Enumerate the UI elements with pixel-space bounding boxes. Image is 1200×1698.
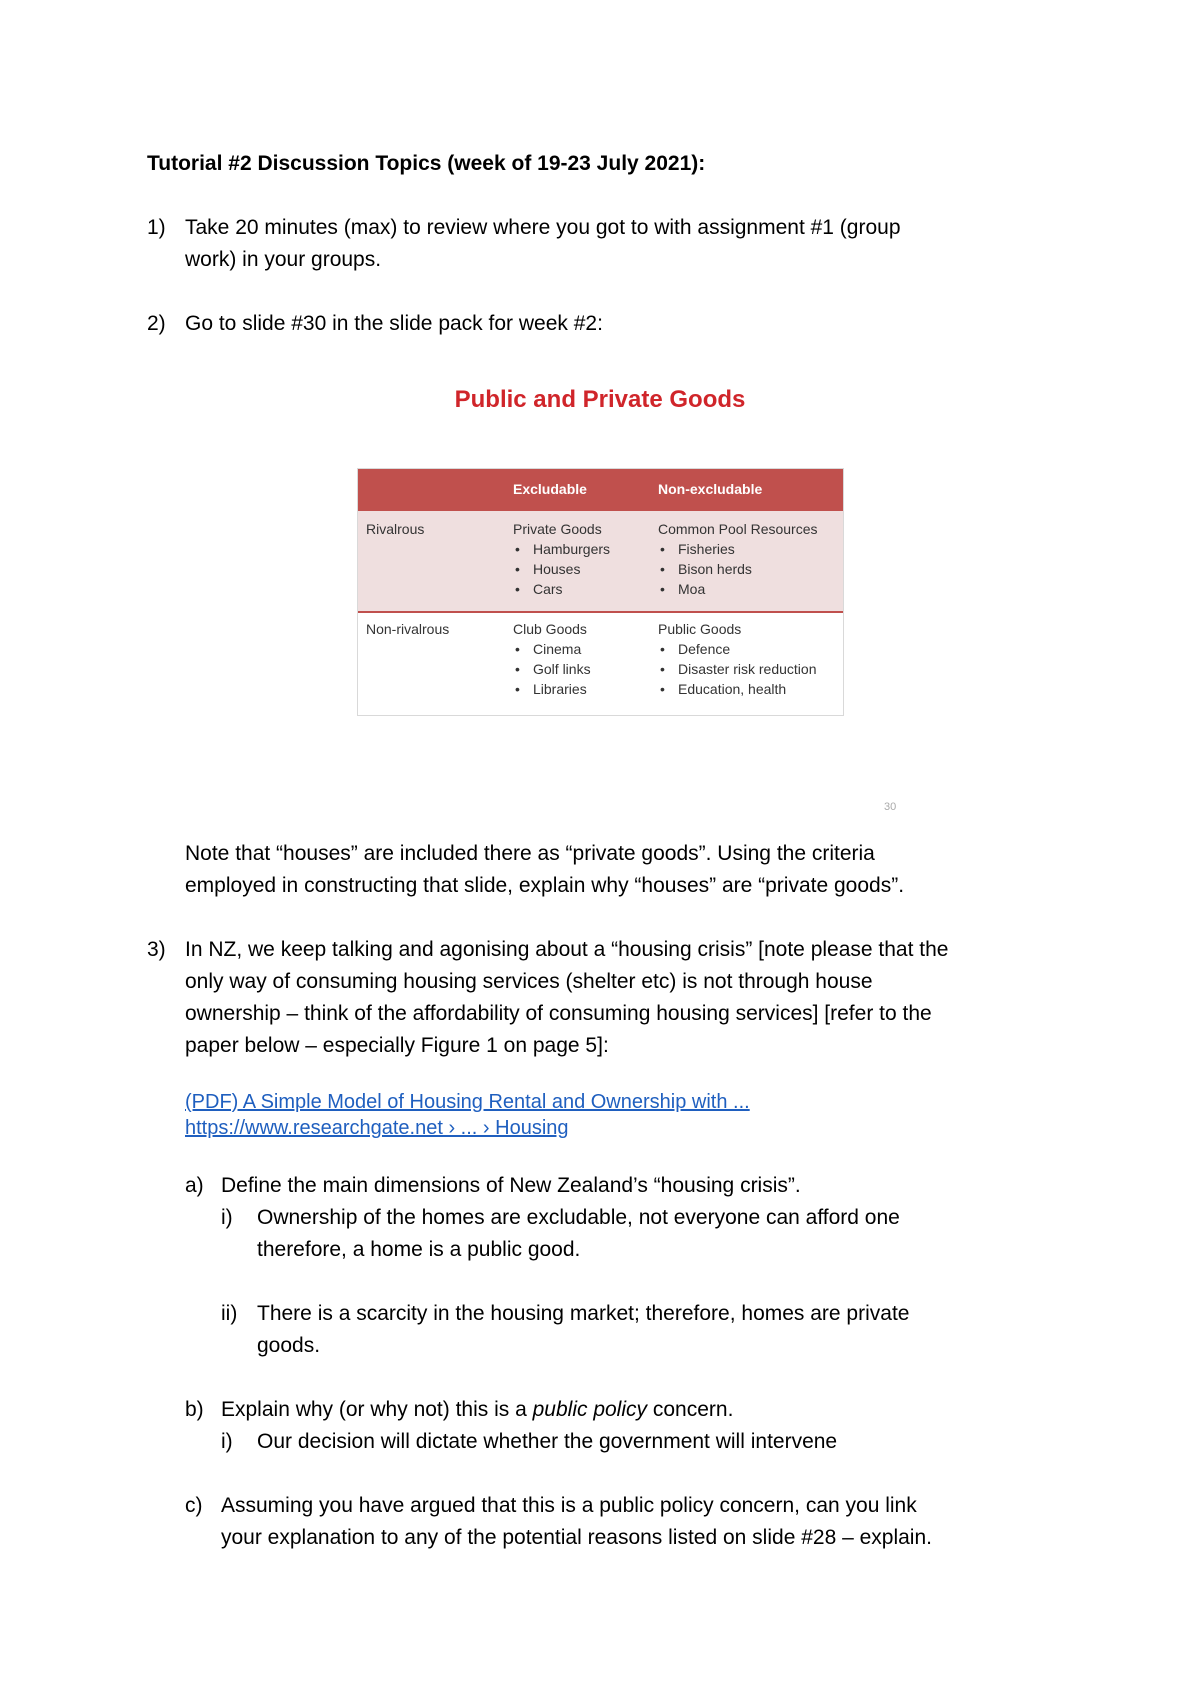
researchgate-link[interactable]: https://www.researchgate.net › ... › Housing [185, 1117, 569, 1139]
note-line-2: employed in constructing that slide, explain why “houses” are “private goods”. [185, 874, 905, 897]
subitem-c-line-2: your explanation to any of the potential reasons listed on slide #28 – explain. [221, 1526, 932, 1549]
subitem-a-ii-line-1: There is a scarcity in the housing market; therefore, homes are private [257, 1302, 910, 1325]
cell-common-pool-resources [658, 519, 818, 599]
item-3-number: 3) [147, 938, 166, 961]
item-3-line-3: ownership – think of the affordability of consuming housing services] [refer to the [185, 1002, 932, 1025]
list-item: • Houses [533, 559, 610, 579]
table-row-non-rivalrous [358, 613, 843, 715]
item-3-line-4: paper below – especially Figure 1 on page 5]: [185, 1034, 609, 1057]
item-3-line-1: In NZ, we keep talking and agonising about a “housing crisis” [note please that the [185, 938, 949, 961]
cell-club-goods [513, 619, 591, 699]
cell-title: Common Pool Resources [658, 521, 818, 537]
table-row-rivalrous [358, 511, 843, 613]
list-item: • Defence [678, 639, 817, 659]
list-item: • Golf links [533, 659, 591, 679]
list-item: • Cinema [533, 639, 591, 659]
list-item: • Disaster risk reduction [678, 659, 817, 679]
subitem-c-line-1: Assuming you have argued that this is a public policy concern, can you link [221, 1494, 917, 1517]
cell-public-goods [658, 619, 817, 699]
table-header [358, 469, 843, 511]
subitem-a-ii-label: ii) [221, 1302, 238, 1325]
cell-title: Public Goods [658, 621, 742, 637]
subitem-a-i-line-2: therefore, a home is a public good. [257, 1238, 581, 1261]
subitem-a-label: a) [185, 1174, 204, 1197]
subitem-b-i-label: i) [221, 1430, 233, 1453]
list-item: • Moa [678, 579, 818, 599]
cell-title: Private Goods [513, 521, 602, 537]
item-2-number: 2) [147, 312, 166, 335]
item-1-number: 1) [147, 216, 166, 239]
list-item: • Hamburgers [533, 539, 610, 559]
list-item: • Libraries [533, 679, 591, 699]
subitem-a-i-label: i) [221, 1206, 233, 1229]
note-line-1: Note that “houses” are included there as “private goods”. Using the criteria [185, 842, 875, 865]
list-item: • Fisheries [678, 539, 818, 559]
page-title: Tutorial #2 Discussion Topics (week of 19-23 July 2021): [147, 152, 706, 175]
list-item: • Bison herds [678, 559, 818, 579]
slide-number: 30 [884, 801, 897, 813]
item-1-line-1: Take 20 minutes (max) to review where you got to with assignment #1 (group [185, 216, 901, 239]
subitem-a-text: Define the main dimensions of New Zealand’s “housing crisis”. [221, 1174, 801, 1197]
header-non-excludable: Non-excludable [658, 481, 763, 497]
subitem-b-post: concern. [647, 1398, 734, 1421]
subitem-b-emphasis: public policy [532, 1398, 648, 1421]
subitem-b-pre: Explain why (or why not) this is a [221, 1398, 533, 1421]
cell-private-goods [513, 519, 610, 599]
row-label-rivalrous: Rivalrous [366, 521, 425, 537]
list-item: • Education, health [678, 679, 817, 699]
cell-title: Club Goods [513, 621, 587, 637]
pdf-link[interactable]: (PDF) A Simple Model of Housing Rental and Ownership with ... [185, 1091, 750, 1113]
subitem-b-label: b) [185, 1398, 204, 1421]
subitem-a-ii-line-2: goods. [257, 1334, 321, 1357]
subitem-b-i-text: Our decision will dictate whether the government will intervene [257, 1430, 838, 1453]
goods-table [357, 468, 844, 716]
item-1-line-2: work) in your groups. [185, 248, 382, 271]
item-2-line-1: Go to slide #30 in the slide pack for week #2: [185, 312, 603, 335]
header-excludable: Excludable [513, 481, 587, 497]
subitem-a-i-line-1: Ownership of the homes are excludable, not everyone can afford one [257, 1206, 900, 1229]
row-label-non-rivalrous: Non-rivalrous [366, 621, 450, 637]
list-item: • Cars [533, 579, 610, 599]
slide-title: Public and Private Goods [454, 386, 746, 413]
subitem-b-text [221, 1394, 1061, 1426]
item-3-line-2: only way of consuming housing services (shelter etc) is not through house [185, 970, 873, 993]
subitem-c-label: c) [185, 1494, 203, 1517]
